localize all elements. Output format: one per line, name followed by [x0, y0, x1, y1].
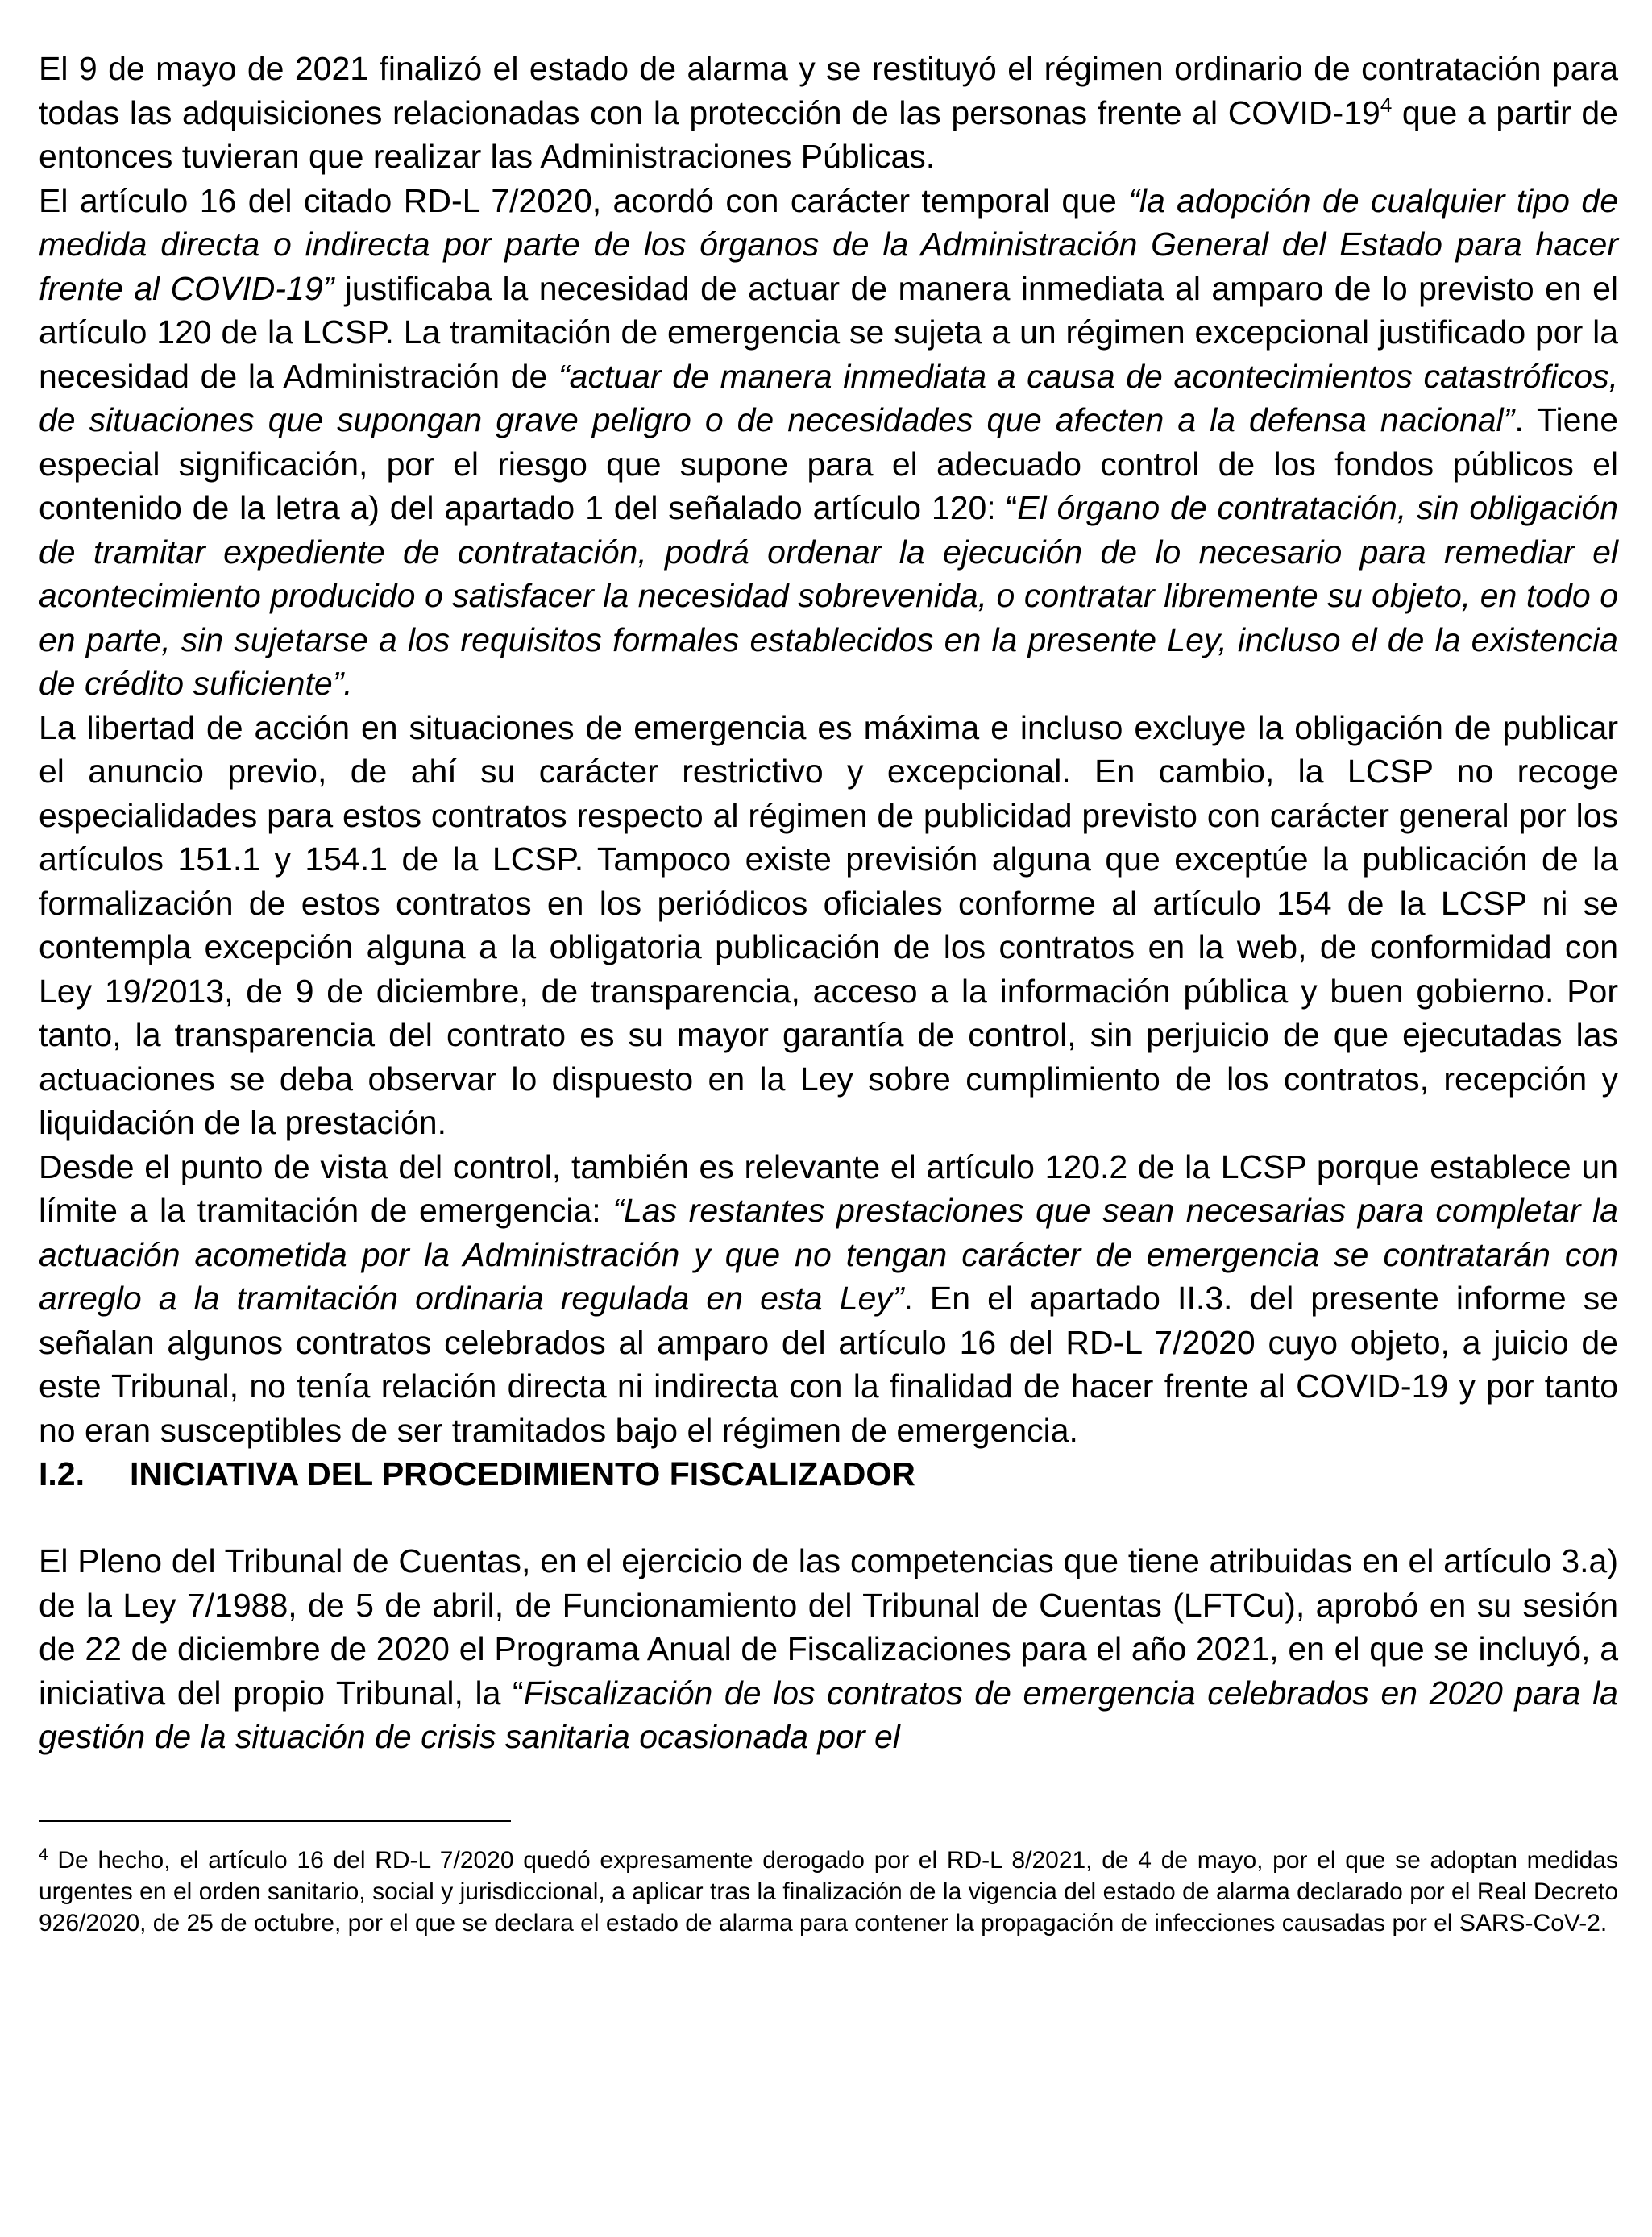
paragraph-article-120-2 — [39, 1145, 1618, 1453]
footnote-separator — [39, 1820, 511, 1822]
paragraph-text: El 9 de mayo de 2021 finalizó el estado de alarma y se restituyó el régimen ordinario de contratación para todas las adquisiciones relacionadas con la protección de las personas frente al COVID-19 — [39, 50, 1618, 131]
quoted-text: El órgano de contratación, sin obligación de tramitar expediente de contratación, podrá ordenar la ejecución de lo necesario para remediar el acontecimiento producido o satisfacer la necesidad sobrevenida, o contratar libremente su objeto, en todo o en parte, sin sujetarse a los requisitos formales establecidos en la presente Ley, incluso el de la existencia de crédito suficiente”. — [39, 489, 1618, 702]
paragraph-text: El artículo 16 del citado RD-L 7/2020, acordó con carácter temporal que — [39, 181, 1129, 219]
paragraph-end-of-alarm — [39, 47, 1618, 179]
paragraph-text: . Tiene especial significación, por el riesgo que supone para el adecuado control de los fondos públicos el contenido de la letra a) del apartado 1 del señalado artículo 120: “ — [39, 401, 1618, 526]
document-page — [39, 47, 1618, 1939]
quoted-text: “Las restantes prestaciones que sean necesarias para completar la actuación acometida por la Administración y que no tengan carácter de emergencia se contratarán con arreglo a la tramitación ordinaria regulada en esta Ley” — [39, 1192, 1618, 1317]
quoted-text: Fiscalización de los contratos de emergencia celebrados en 2020 para la gestión de la situación de crisis sanitaria ocasionada por el — [39, 1674, 1618, 1755]
footnote — [39, 1845, 1618, 1939]
paragraph-initiative — [39, 1539, 1618, 1759]
paragraph-text: que a partir de entonces tuvieran que realizar las Administraciones Públicas. — [39, 93, 1618, 175]
paragraph-text: El Pleno del Tribunal de Cuentas, en el ejercicio de las competencias que tiene atribuidas en el artículo 3.a) de la Ley 7/1988, de 5 de abril, de Funcionamiento del Tribunal de Cuentas (LFTCu), aprobó en su sesión de 22 de diciembre de 2020 el Programa Anual de Fiscalizaciones para el año 2021, en el que se incluyó, a iniciativa del propio Tribunal, la “ — [39, 1542, 1618, 1712]
footnote-mark: 4 — [39, 1845, 48, 1864]
paragraph-article-16 — [39, 179, 1618, 706]
footnote-reference[interactable]: 4 — [1380, 92, 1393, 117]
paragraph-freedom-of-action: La libertad de acción en situaciones de emergencia es máxima e incluso excluye la obligación de publicar el anuncio previo, de ahí su carácter restrictivo y excepcional. En cambio, la LCSP no recoge especialidades para estos contratos respecto al régimen de publicidad previsto con carácter general por los artículos 151.1 y 154.1 de la LCSP. Tampoco existe previsión alguna que exceptúe la publicación de la formalización de estos contratos en los periódicos oficiales conforme al artículo 154 de la LCSP ni se contempla excepción alguna a la obligatoria publicación de los contratos en la web, de conformidad con Ley 19/2013, de 9 de diciembre, de transparencia, acceso a la información pública y buen gobierno. Por tanto, la transparencia del contrato es su mayor garantía de control, sin perjuicio de que ejecutadas las actuaciones se deba observar lo dispuesto en la Ley sobre cumplimiento de los contratos, recepción y liquidación de la prestación. — [39, 708, 1618, 1141]
section-heading — [39, 1452, 1618, 1496]
section-number: I.2. — [39, 1455, 85, 1492]
footnote-text: De hecho, el artículo 16 del RD-L 7/2020 quedó expresamente derogado por el RD-L 8/2021, de 4 de mayo, por el que se adoptan medidas urgentes en el orden sanitario, social y jurisdiccional, a aplicar tras la finalización de la vigencia del estado de alarma declarado por el Real Decreto 926/2020, de 25 de octubre, por el que se declara el estado de alarma para contener la propagación de infecciones causadas por el SARS-CoV-2. — [39, 1846, 1618, 1936]
paragraph-text: justificaba la necesidad de actuar de manera inmediata al amparo de lo previsto en el artículo 120 de la LCSP. La tramitación de emergencia se sujeta a un régimen excepcional justificado por la necesidad de la Administración de — [39, 269, 1618, 395]
quoted-text: “actuar de manera inmediata a causa de acontecimientos catastróficos, de situaciones que supongan grave peligro o de necesidades que afecten a la defensa nacional” — [39, 357, 1618, 438]
quoted-text: “la adopción de cualquier tipo de medida directa o indirecta por parte de los órganos de la Administración General del Estado para hacer frente al COVID-19” — [39, 181, 1619, 307]
paragraph-text: . En el apartado II.3. del presente informe se señalan algunos contratos celebrados al amparo del artículo 16 del RD-L 7/2020 cuyo objeto, a juicio de este Tribunal, no tenía relación directa ni indirecta con la finalidad de hacer frente al COVID-19 y por tanto no eran susceptibles de ser tramitados bajo el régimen de emergencia. — [39, 1280, 1619, 1449]
paragraph-text: Desde el punto de vista del control, también es relevante el artículo 120.2 de la LCSP porque establece un límite a la tramitación de emergencia: — [39, 1148, 1618, 1229]
section-title: INICIATIVA DEL PROCEDIMIENTO FISCALIZADOR — [130, 1455, 915, 1492]
